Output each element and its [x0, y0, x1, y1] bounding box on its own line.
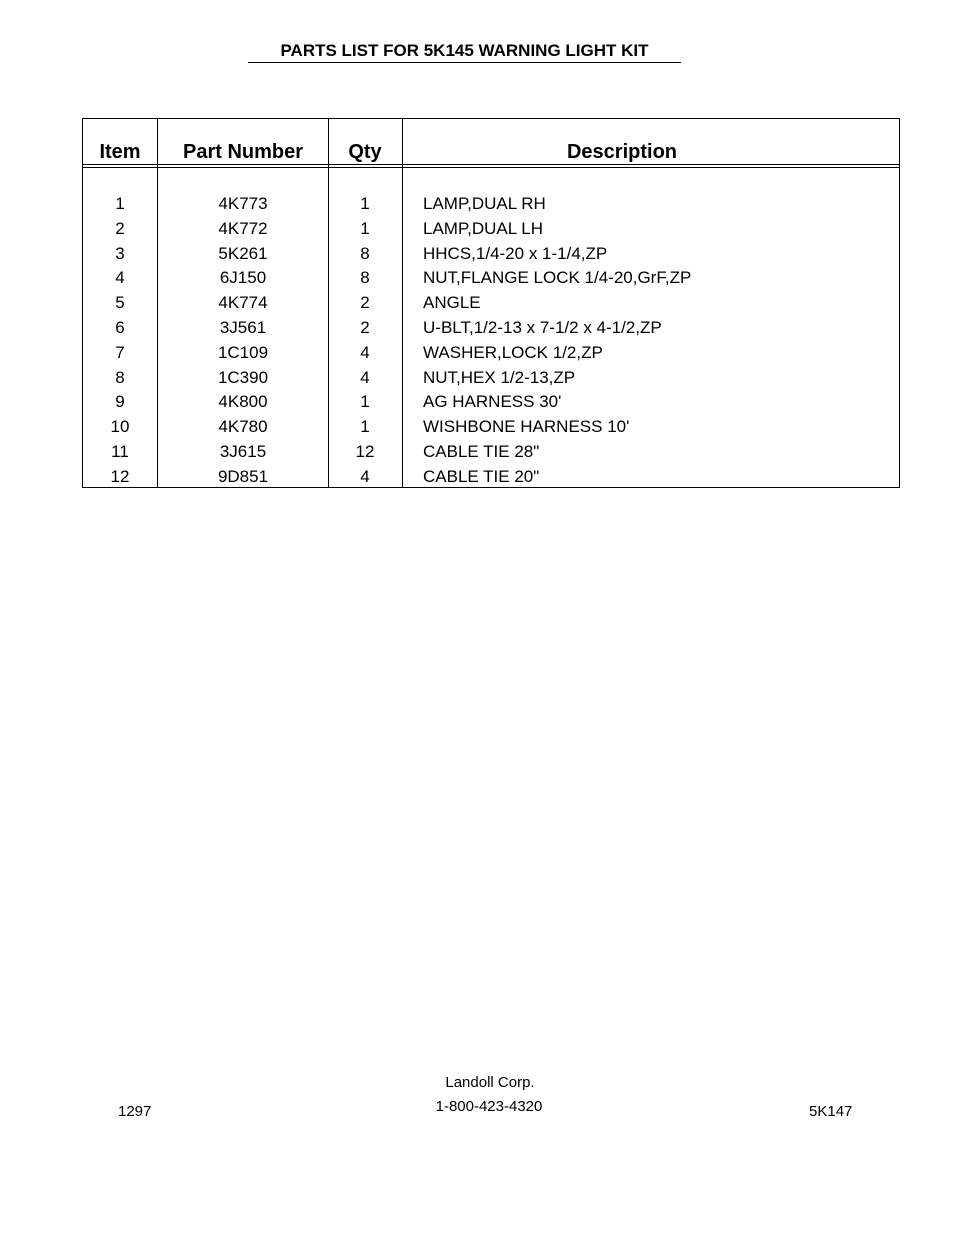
description-cell: CABLE TIE 28" — [423, 442, 540, 461]
qty-cell: 2 — [360, 318, 370, 337]
table-row — [83, 192, 901, 217]
part-number-cell: 4K772 — [218, 218, 268, 238]
header-part-number: Part Number — [182, 141, 304, 163]
item-cell: 12 — [110, 466, 130, 486]
description-cell: CABLE TIE 20" — [423, 466, 540, 486]
item-cell: 2 — [115, 218, 125, 238]
description-cell: LAMP,DUAL LH — [423, 218, 543, 238]
item-cell: 8 — [115, 367, 125, 387]
table-row — [83, 390, 901, 415]
qty-cell: 8 — [360, 268, 370, 288]
header-description: Description — [566, 141, 678, 163]
item-cell: 1 — [115, 194, 125, 213]
qty-cell: 1 — [360, 417, 370, 437]
description-cell: NUT,FLANGE LOCK 1/4-20,GrF,ZP — [423, 268, 692, 288]
description-cell: AG HARNESS 30' — [423, 392, 562, 412]
table-row — [83, 366, 901, 391]
qty-cell: 2 — [360, 293, 370, 313]
footer-doc-number: 5K147 — [809, 1103, 853, 1120]
description-cell: NUT,HEX 1/2-13,ZP — [423, 367, 576, 387]
table-row — [83, 440, 901, 465]
qty-cell: 1 — [360, 218, 370, 238]
table-row — [83, 266, 901, 291]
item-cell: 5 — [115, 293, 125, 313]
table-row — [83, 291, 901, 316]
table-row — [83, 217, 901, 242]
table-row — [83, 415, 901, 440]
parts-table — [82, 118, 900, 488]
table-row — [83, 242, 901, 267]
part-number-cell: 4K800 — [218, 392, 268, 412]
qty-cell: 4 — [360, 466, 370, 486]
part-number-cell: 3J615 — [219, 442, 267, 461]
document-title: PARTS LIST FOR 5K145 WARNING LIGHT KIT — [248, 40, 681, 63]
table-row — [83, 341, 901, 366]
description-cell: ANGLE — [423, 293, 481, 313]
description-cell: U-BLT,1/2-13 x 7-1/2 x 4-1/2,ZP — [423, 318, 662, 337]
part-number-cell: 4K780 — [218, 417, 268, 437]
footer-phone: 1-800-423-4320 — [435, 1098, 543, 1115]
item-cell: 10 — [110, 417, 130, 437]
item-cell: 9 — [115, 392, 125, 412]
table-row — [83, 316, 901, 341]
part-number-cell: 4K773 — [218, 194, 268, 213]
part-number-cell: 1C109 — [217, 342, 269, 362]
qty-cell: 12 — [355, 442, 375, 461]
description-cell: HHCS,1/4-20 x 1-1/4,ZP — [423, 243, 608, 263]
header-qty: Qty — [348, 141, 382, 163]
item-cell: 11 — [111, 442, 129, 461]
qty-cell: 1 — [360, 194, 370, 213]
description-cell: WISHBONE HARNESS 10' — [423, 417, 630, 437]
item-cell: 4 — [115, 268, 125, 288]
part-number-cell: 3J561 — [219, 318, 267, 337]
qty-cell: 8 — [360, 243, 370, 263]
part-number-cell: 9D851 — [217, 466, 269, 486]
description-cell: LAMP,DUAL RH — [423, 194, 546, 213]
description-cell: WASHER,LOCK 1/2,ZP — [423, 342, 603, 362]
part-number-cell: 5K261 — [218, 243, 268, 263]
part-number-cell: 4K774 — [218, 293, 268, 313]
footer-date-code: 1297 — [118, 1103, 152, 1120]
part-number-cell: 6J150 — [219, 268, 267, 288]
item-cell: 3 — [115, 243, 125, 263]
header-item: Item — [99, 141, 141, 163]
item-cell: 7 — [115, 342, 125, 362]
qty-cell: 1 — [360, 392, 370, 412]
qty-cell: 4 — [360, 342, 370, 362]
part-number-cell: 1C390 — [217, 367, 269, 387]
header-divider — [83, 167, 899, 168]
footer-company: Landoll Corp. — [445, 1074, 535, 1091]
item-cell: 6 — [115, 318, 125, 337]
table-row — [83, 465, 901, 490]
qty-cell: 4 — [360, 367, 370, 387]
